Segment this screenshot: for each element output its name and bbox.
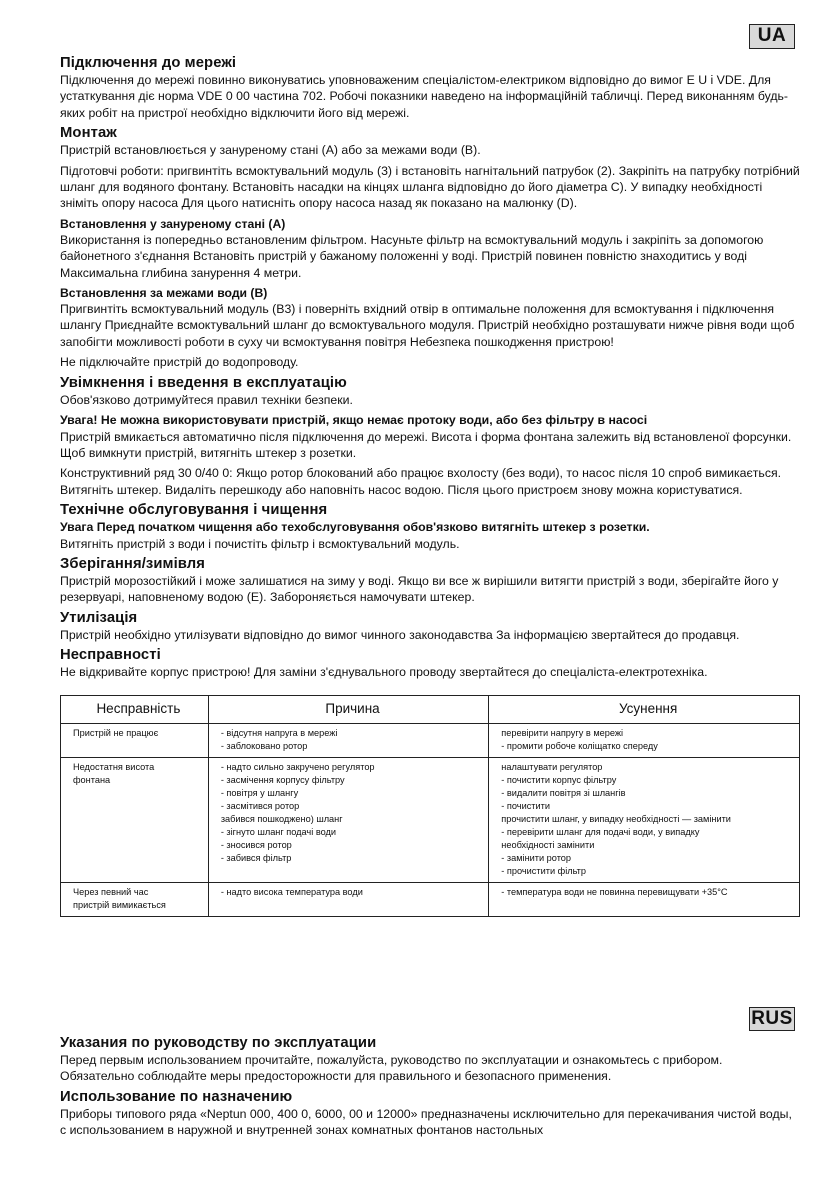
paragraph: Приборы типового ряда «Neptun 000, 400 0, 6000, 00 и 12000» предназначены исключительно для перекачивания чистой воды, с использованием в наружной и внутренней зонах комнатных фонтанов настольных bbox=[60, 1106, 792, 1138]
cell-line: - замінити ротор bbox=[501, 852, 572, 863]
heading-mounting: Монтаж bbox=[60, 125, 117, 142]
table-row bbox=[61, 882, 800, 916]
cell-line: прочистити шланг, у випадку необхідності — замінити bbox=[501, 813, 731, 824]
rus-section bbox=[60, 1033, 800, 1139]
heading-storage: Зберігання/зимівля bbox=[60, 555, 206, 572]
cell-line: - зігнуто шланг подачі води bbox=[220, 826, 336, 837]
cause-cell bbox=[208, 757, 488, 882]
cell-line: - відсутня напруга в мережі bbox=[220, 727, 338, 738]
fix-cell bbox=[489, 882, 800, 916]
paragraph: Підключення до мережі повинно виконуватись уповноваженим спеціалістом-електриком відповідно до вимог E U i VDE. Для устаткування діє норма VDE 0 00 частина 702. Робочі показники наведено на інформаційній табличці. Перед виконанням будь-яких робіт на пристрої необхідно відключити його від мережі. bbox=[60, 73, 789, 120]
paragraph: Обов'язково дотримуйтеся правил техніки безпеки. bbox=[60, 392, 353, 407]
fault-cell bbox=[61, 882, 209, 916]
cell-line: - засмічення корпусу фільтру bbox=[220, 774, 345, 785]
subheading-outside-water: Встановлення за межами води (B) bbox=[60, 286, 268, 301]
cell-line: - почистити bbox=[501, 800, 550, 811]
cell-line: - прочистити фільтр bbox=[501, 865, 586, 876]
ua-section bbox=[60, 53, 800, 917]
cell-line: перевірити напругу в мережі bbox=[501, 727, 624, 738]
paragraph: Пригвинтіть всмоктувальний модуль (B3) і поверніть вхідний отвір в оптимальне положення для всмоктування і підключення шлангу Приєднайте всмоктувальний шланг до всмоктувального модуля. Пристрій необхідно розташувати нижче рівня води щоб запобігти можливості роботи в суху чи всмоктування повітря Небезпека пошкодження пристрою! bbox=[60, 302, 795, 349]
paragraph: Не підключайте пристрій до водопроводу. bbox=[60, 355, 299, 370]
cause-cell bbox=[208, 882, 488, 916]
cell-line: налаштувати регулятор bbox=[501, 761, 603, 772]
cell-line: - промити робоче коліщатко спереду bbox=[501, 740, 658, 751]
paragraph: Пристрій вмикається автоматично після підключення до мережі. Висота і форма фонтана залежить від встановленої форсунки. Щоб вимкнути пристрій, витягніть штекер з розетки. bbox=[60, 429, 792, 460]
paragraph: Не відкривайте корпус пристрою! Для заміни з'єднувального проводу звертайтеся до спеціаліста-електротехніка. bbox=[60, 665, 708, 680]
paragraph: Пристрій необхідно утилізувати відповідно до вимог чинного законодавства За інформацією звертайтеся до продавця. bbox=[60, 627, 740, 642]
heading-disposal: Утилізація bbox=[60, 609, 138, 626]
cell-line: - надто висока температура води bbox=[220, 886, 363, 897]
troubleshooting-table bbox=[60, 695, 800, 917]
cell-line: - температура води не повинна перевищувати +35°C bbox=[501, 886, 728, 897]
cell-line: - заблоковано ротор bbox=[220, 740, 308, 751]
cell-line: Недостатня висота bbox=[73, 761, 155, 772]
paragraph: Пристрій встановлюється у зануреному стані (A) або за межами води (B). bbox=[60, 143, 481, 158]
fault-cell bbox=[61, 757, 209, 882]
column-header-fault: Несправність bbox=[61, 695, 209, 723]
paragraph: Витягніть пристрій з води і почистіть фільтр і всмоктувальний модуль. bbox=[60, 536, 460, 551]
fix-cell bbox=[489, 723, 800, 757]
paragraph: Використання із попередньо встановленим фільтром. Насуньте фільтр на всмоктувальний модуль і закріпіть за допомогою байонетного з'єднання Встановіть пристрій у бажаному положенні у воді. Пристрій повинен повністю знаходитись у воді Максимальна глибина занурення 4 метри. bbox=[60, 232, 764, 280]
table-header-row bbox=[61, 695, 800, 723]
cell-line: - повітря у шлангу bbox=[220, 787, 299, 798]
table-row bbox=[61, 723, 800, 757]
cell-line: фонтана bbox=[73, 774, 111, 785]
paragraph: Перед первым использованием прочитайте, пожалуйста, руководство по эксплуатации и ознакомьтесь с прибором. Обязательно соблюдайте меры предосторожности для правильного и безопасного применения. bbox=[60, 1053, 723, 1084]
heading-maintenance: Технічне обслуговування і чищення bbox=[60, 502, 328, 519]
warning-note: Увага Перед початком чищення або техобслуговування обов'язково витягніть штекер з розетки. bbox=[60, 520, 650, 535]
heading-startup: Увімкнення і введення в експлуатацію bbox=[60, 374, 347, 391]
language-badge-ua: UA bbox=[749, 24, 795, 49]
cause-cell bbox=[208, 723, 488, 757]
cell-line: - зносився ротор bbox=[220, 839, 292, 850]
warning-note: Увага! Не можна використовувати пристрій, якщо немає протоку води, або без фільтру в насосі bbox=[60, 413, 648, 428]
language-badge-rus: RUS bbox=[749, 1007, 795, 1031]
paragraph: Конструктивний ряд 30 0/40 0: Якщо ротор блокований або працює вхолосту (без води), то насос після 10 спроб вимикається. Витягніть штекер. Видаліть перешкоду або наповніть насос водою. Після цього пристроєм знову можна користуватися. bbox=[60, 466, 782, 497]
fault-cell bbox=[61, 723, 209, 757]
column-header-fix: Усунення bbox=[489, 695, 800, 723]
paragraph: Пристрій морозостійкий і може залишатися на зиму у воді. Якщо ви все ж вирішили витягти пристрій з води, зберігайте його у резервуарі, наповненому водою (E). Забороняється намочувати штекер. bbox=[60, 573, 779, 605]
cell-line: - забився фільтр bbox=[220, 852, 292, 863]
cell-line: - перевірити шланг для подачі води, у випадку bbox=[501, 826, 700, 837]
table-row bbox=[61, 757, 800, 882]
cell-line: - засмітився ротор bbox=[220, 800, 300, 811]
cell-line: пристрій вимикається bbox=[73, 899, 166, 910]
cell-line: - почистити корпус фільтру bbox=[501, 774, 617, 785]
subheading-submerged: Встановлення у зануреному стані (A) bbox=[60, 216, 286, 231]
cell-line: - видалити повітря зі шлангів bbox=[501, 787, 626, 798]
cell-line: забився пошкоджено) шланг bbox=[220, 813, 343, 824]
paragraph: Підготовчі роботи: пригвинтіть всмоктувальний модуль (3) і встановіть нагнітальний патрубок (2). Закріпіть на патрубку потрібний шланг для водяного фонтану. Встановіть насадки на кінцях шланга відповідно до його діаметра C). У випадку необхідності зніміть опору насоса Для цього натисніть опору насоса назад як показано на малюнку (D). bbox=[60, 163, 800, 211]
heading-manual-notes: Указания по руководству по эксплуатации bbox=[60, 1035, 377, 1051]
cell-line: - надто сильно закручено регулятор bbox=[220, 761, 375, 772]
column-header-cause: Причина bbox=[208, 695, 488, 723]
cell-line: Через певний час bbox=[73, 886, 149, 897]
fix-cell bbox=[489, 757, 800, 882]
cell-line: необхідності замінити bbox=[501, 839, 595, 850]
heading-faults: Несправності bbox=[60, 647, 161, 664]
heading-network: Підключення до мережі bbox=[60, 55, 237, 71]
cell-line: Пристрій не працює bbox=[73, 727, 159, 738]
heading-intended-use: Использование по назначению bbox=[60, 1088, 293, 1105]
